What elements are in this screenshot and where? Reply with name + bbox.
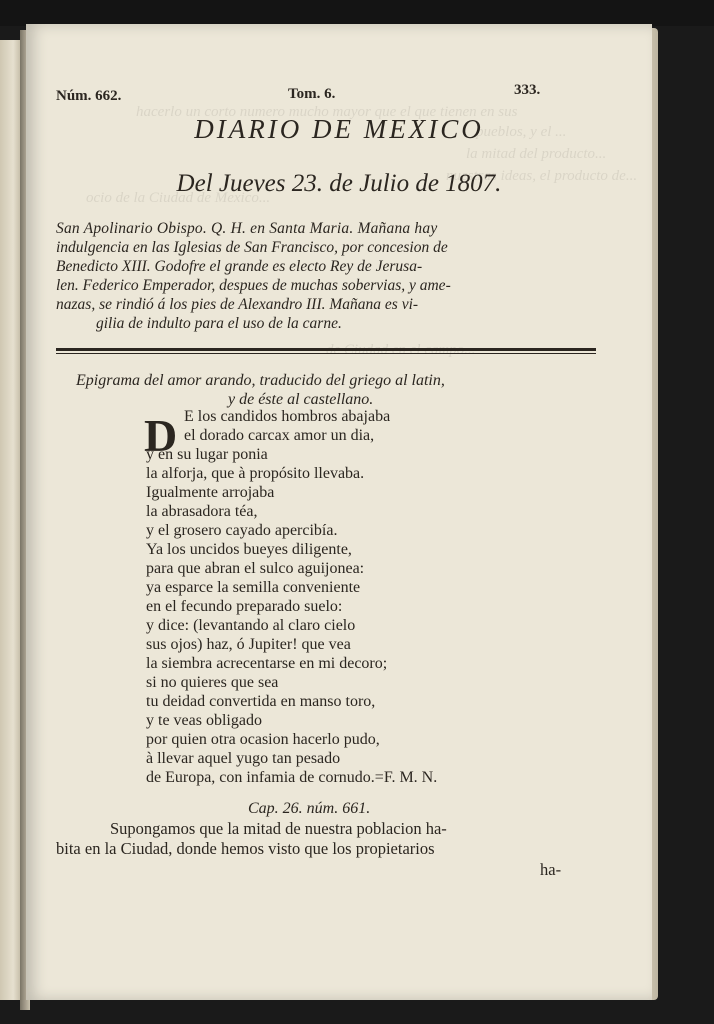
poem-line: por quien otra ocasion hacerlo pudo, xyxy=(146,731,380,748)
saints-line: len. Federico Emperador, despues de muchas sobervias, y ame- xyxy=(56,277,451,294)
poem-line: sus ojos) haz, ó Jupiter! que vea xyxy=(146,636,351,653)
poem-line: tu deidad convertida en manso toro, xyxy=(146,693,376,710)
poem-line: Igualmente arrojaba xyxy=(146,484,275,501)
poem-line: el dorado carcax amor un dia, xyxy=(184,427,375,444)
poem-line: Ya los uncidos bueyes diligente, xyxy=(146,541,352,558)
poem-line: E los candidos hombros abajaba xyxy=(184,408,391,425)
chapter-heading: Cap. 26. núm. 661. xyxy=(248,800,371,817)
issue-date: Del Jueves 23. de Julio de 1807. xyxy=(176,170,502,197)
body-line: Supongamos que la mitad de nuestra poblacion ha- xyxy=(110,819,447,838)
poem-line: para que abran el sulco aguijonea: xyxy=(146,560,365,577)
poem-line: à llevar aquel yugo tan pesado xyxy=(146,750,341,767)
saints-line: gilia de indulto para el uso de la carne. xyxy=(96,315,342,332)
poem-line: en el fecundo preparado suelo: xyxy=(146,598,343,615)
poem-line: de Europa, con infamia de cornudo.=F. M. N. xyxy=(146,769,438,786)
section-divider-thin xyxy=(56,353,596,354)
poem-line: la abrasadora téa, xyxy=(146,503,258,520)
poem-line: y dice: (levantando al claro cielo xyxy=(146,617,356,634)
issue-number: Núm. 662. xyxy=(56,88,122,104)
page-number: 333. xyxy=(514,82,541,98)
saints-line: Benedicto XIII. Godofre el grande es electo Rey de Jerusa- xyxy=(56,258,423,275)
newspaper-page xyxy=(26,24,652,1000)
poem-line: y te veas obligado xyxy=(146,712,262,729)
section-divider xyxy=(56,348,596,351)
tome-number: Tom. 6. xyxy=(288,86,336,102)
bleed-through-line: ocio de la Ciudad de Mexico... xyxy=(86,190,271,206)
newspaper-title: DIARIO DE MEXICO xyxy=(194,114,484,144)
poem-line: si no quieres que sea xyxy=(146,674,279,691)
bleed-through-line: nuestras ideas, el producto de... xyxy=(446,168,638,184)
left-page-edge xyxy=(0,40,22,1000)
bleed-through-line: pueblos, y el ... xyxy=(476,124,567,140)
body-line: bita en la Ciudad, donde hemos visto que los propietarios xyxy=(56,839,435,858)
saints-line: nazas, se rindió á los pies de Alexandro III. Mañana es vi- xyxy=(56,296,419,313)
bleed-through-line: la mitad del producto... xyxy=(466,146,607,162)
epigram-title: Epigrama del amor arando, traducido del griego al latin, xyxy=(76,372,445,389)
saints-line: San Apolinario Obispo. Q. H. en Santa Maria. Mañana hay xyxy=(56,220,438,237)
scan-background-top xyxy=(0,0,714,26)
poem-line: la siembra acrecentarse en mi decoro; xyxy=(146,655,388,672)
poem-line: ya esparce la semilla conveniente xyxy=(146,579,361,596)
drop-cap: D xyxy=(144,410,178,461)
poem-line: y el grosero cayado apercibía. xyxy=(146,522,338,539)
epigram-subtitle: y de éste al castellano. xyxy=(228,391,374,408)
saints-line: indulgencia en las Iglesias de San Francisco, por concesion de xyxy=(56,239,448,256)
poem-line: y en su lugar ponia xyxy=(146,446,268,463)
poem-line: la alforja, que à propósito llevaba. xyxy=(146,465,365,482)
body-line: ha- xyxy=(540,860,562,879)
bleed-through-line: hacerlo un corto numero mucho mayor que el que tienen en sus xyxy=(136,104,518,120)
